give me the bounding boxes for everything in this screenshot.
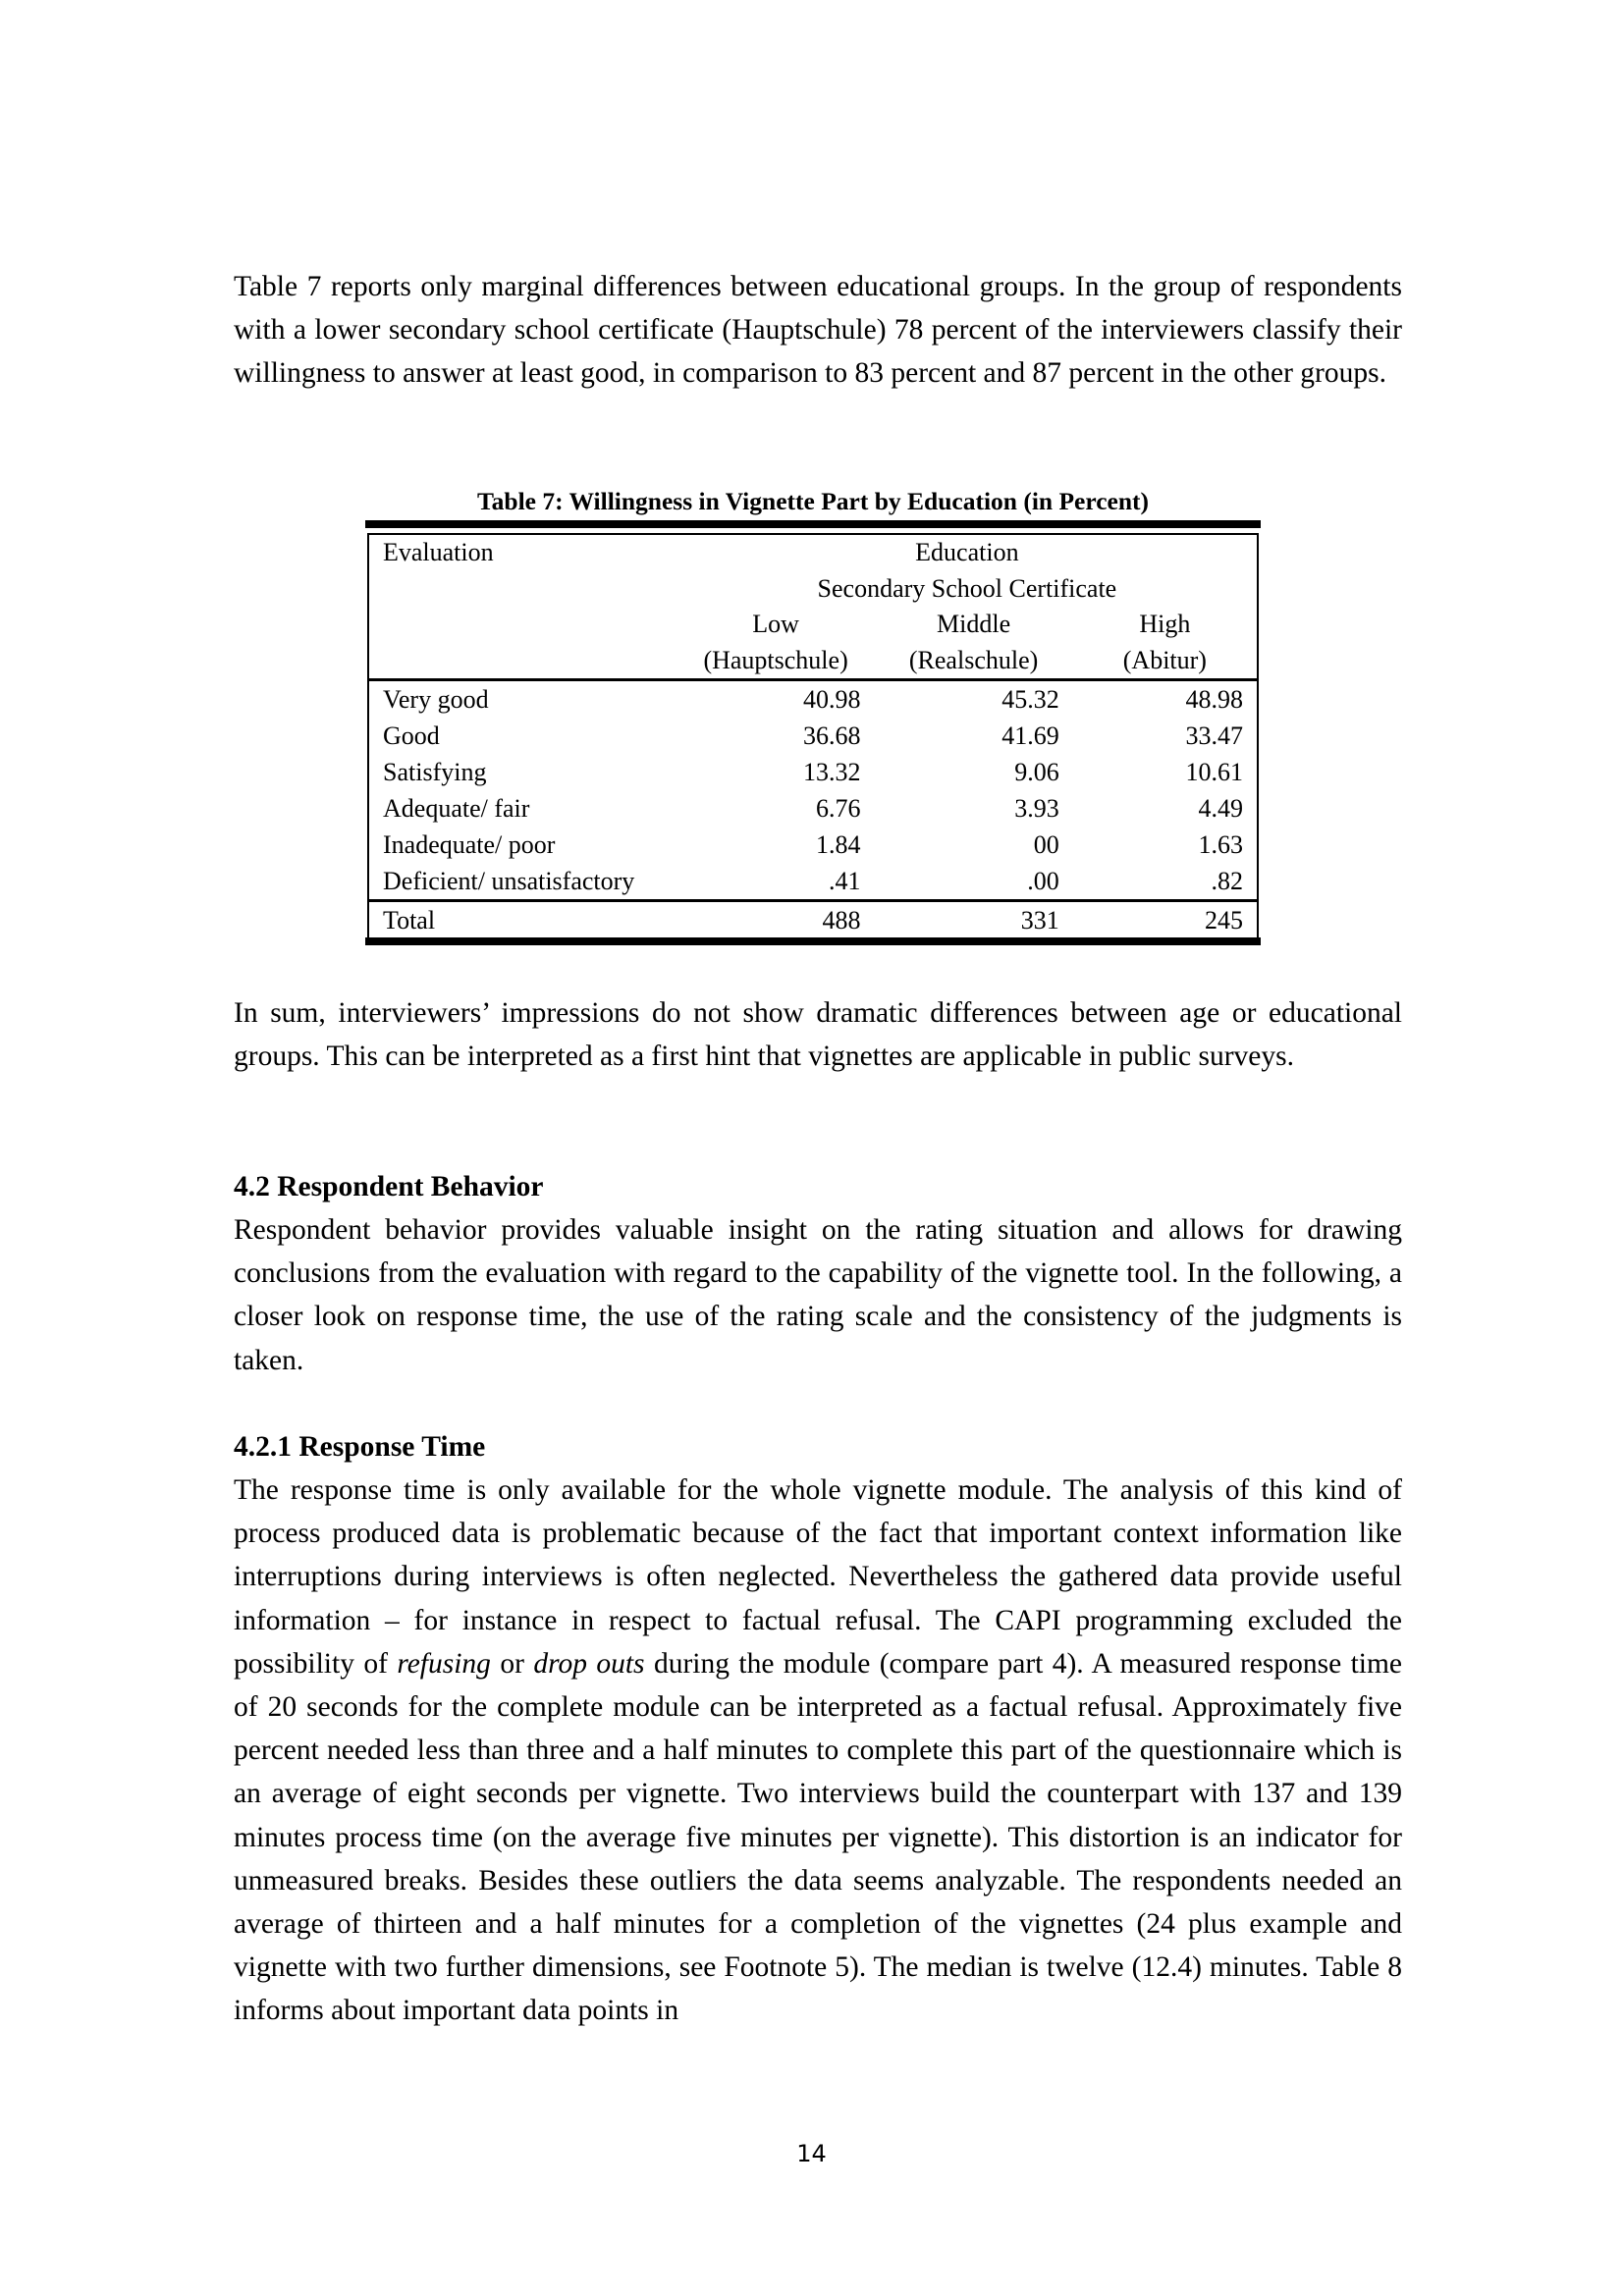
table-row: [368, 680, 1258, 719]
row-label: Satisfying: [383, 758, 487, 786]
cell-high: 33.47: [1185, 721, 1243, 750]
table-total-row: [368, 901, 1258, 940]
header-hauptschule: (Hauptschule): [703, 645, 848, 674]
table-7: [367, 533, 1259, 940]
table-top-rule: [365, 520, 1261, 528]
table-row: [368, 754, 1258, 790]
header-secondary-school-certificate: Secondary School Certificate: [817, 573, 1117, 603]
table-row: [368, 827, 1258, 863]
cell-high: .82: [1211, 867, 1243, 895]
header-low: Low: [752, 610, 799, 638]
cell-middle: 45.32: [874, 680, 1072, 719]
total-label: Total: [368, 901, 677, 940]
table-7-caption: Table 7: Willingness in Vignette Part by Education (in Percent): [476, 487, 1150, 515]
cell-low: 36.68: [802, 721, 861, 750]
cell-middle: 3.93: [1014, 794, 1059, 823]
row-label: Inadequate/ poor: [383, 830, 556, 859]
table-row: [368, 863, 1258, 901]
row-label: Deficient/ unsatisfactory: [383, 867, 635, 895]
cell-middle: 9.06: [1014, 758, 1059, 786]
cell-middle: 41.69: [1001, 721, 1059, 750]
intro-paragraph: Table 7 reports only marginal differences between educational groups. In the group of respondents with a lower secondary school certificate (Hauptschule) 78 percent of the interviewers classify their willingness to answer at least good, in comparison to 83 percent and 87 percent in the other groups.: [234, 271, 1402, 390]
total-high: 245: [1073, 901, 1258, 940]
table-row: [368, 718, 1258, 754]
row-label: Adequate/ fair: [383, 794, 530, 823]
cell-low: .41: [828, 867, 861, 895]
table-header-row: [368, 534, 1258, 571]
table-header-row: [368, 607, 1258, 643]
section-heading-4-2: 4.2 Respondent Behavior: [234, 1171, 544, 1202]
table-header-row: [368, 571, 1258, 608]
cell-high: 48.98: [1073, 680, 1258, 719]
respondent-behavior-paragraph: Respondent behavior provides valuable insight on the rating situation and allows for drawing conclusions from the evaluation with regard to the capability of the vignette tool. In the following, a closer look on response time, the use of the rating scale and the consistency of the judgments is taken.: [234, 1214, 1402, 1376]
row-label: Very good: [368, 680, 677, 719]
page-number: 14: [796, 2140, 827, 2167]
response-time-paragraph: The response time is only available for the whole vignette module. The analysis of this kind of process produced data is problematic because of the fact that important context information like interruptions during interviews is often neglected. Nevertheless the gathered data provide useful information – for instance in respect to factual refusal. The CAPI programming excluded the possibility of refusing or drop outs during the module (compare part 4). A measured response time of 20 seconds for the complete module can be interpreted as a factual refusal. Approximately five percent needed less than three and a half minutes to complete this part of the questionnaire which is an average of eight seconds per vignette. Two interviews build the counterpart with 137 and 139 minutes process time (on the average five minutes per vignette). This distortion is an indicator for unmeasured breaks. Besides these outliers the data seems analyzable. The respondents needed an average of thirteen and a half minutes for a completion of the vignettes (24 plus example and vignette with two further dimensions, see Footnote 5). The median is twelve (12.4) minutes. Table 8 informs about important data points in: [234, 1474, 1403, 2027]
table-bottom-rule: [365, 937, 1261, 945]
cell-high: 4.49: [1198, 794, 1243, 823]
row-label: Good: [383, 721, 440, 750]
cell-middle: 00: [1033, 830, 1059, 859]
summary-paragraph: In sum, interviewers’ impressions do not show dramatic differences between age or educational groups. This can be interpreted as a first hint that vignettes are applicable in public surveys.: [234, 997, 1402, 1073]
header-middle: Middle: [937, 610, 1011, 638]
cell-low: 40.98: [677, 680, 875, 719]
header-education: Education: [915, 538, 1019, 566]
table-header-row: [368, 643, 1258, 680]
table-row: [368, 790, 1258, 827]
cell-high: 10.61: [1185, 758, 1243, 786]
cell-high: 1.63: [1198, 830, 1243, 859]
total-middle: 331: [874, 901, 1072, 940]
header-high: High: [1139, 610, 1191, 638]
header-realschule: (Realschule): [908, 645, 1039, 674]
total-low: 488: [677, 901, 875, 940]
cell-low: 1.84: [815, 830, 861, 859]
emphasis-refusing: refusing: [397, 1647, 491, 1680]
emphasis-drop-outs: drop outs: [533, 1647, 645, 1680]
cell-low: 6.76: [815, 794, 861, 823]
header-abitur: (Abitur): [1122, 645, 1207, 674]
section-heading-4-2-1: 4.2.1 Response Time: [234, 1431, 486, 1463]
cell-middle: .00: [1027, 867, 1059, 895]
cell-low: 13.32: [802, 758, 861, 786]
header-evaluation: Evaluation: [383, 538, 494, 566]
